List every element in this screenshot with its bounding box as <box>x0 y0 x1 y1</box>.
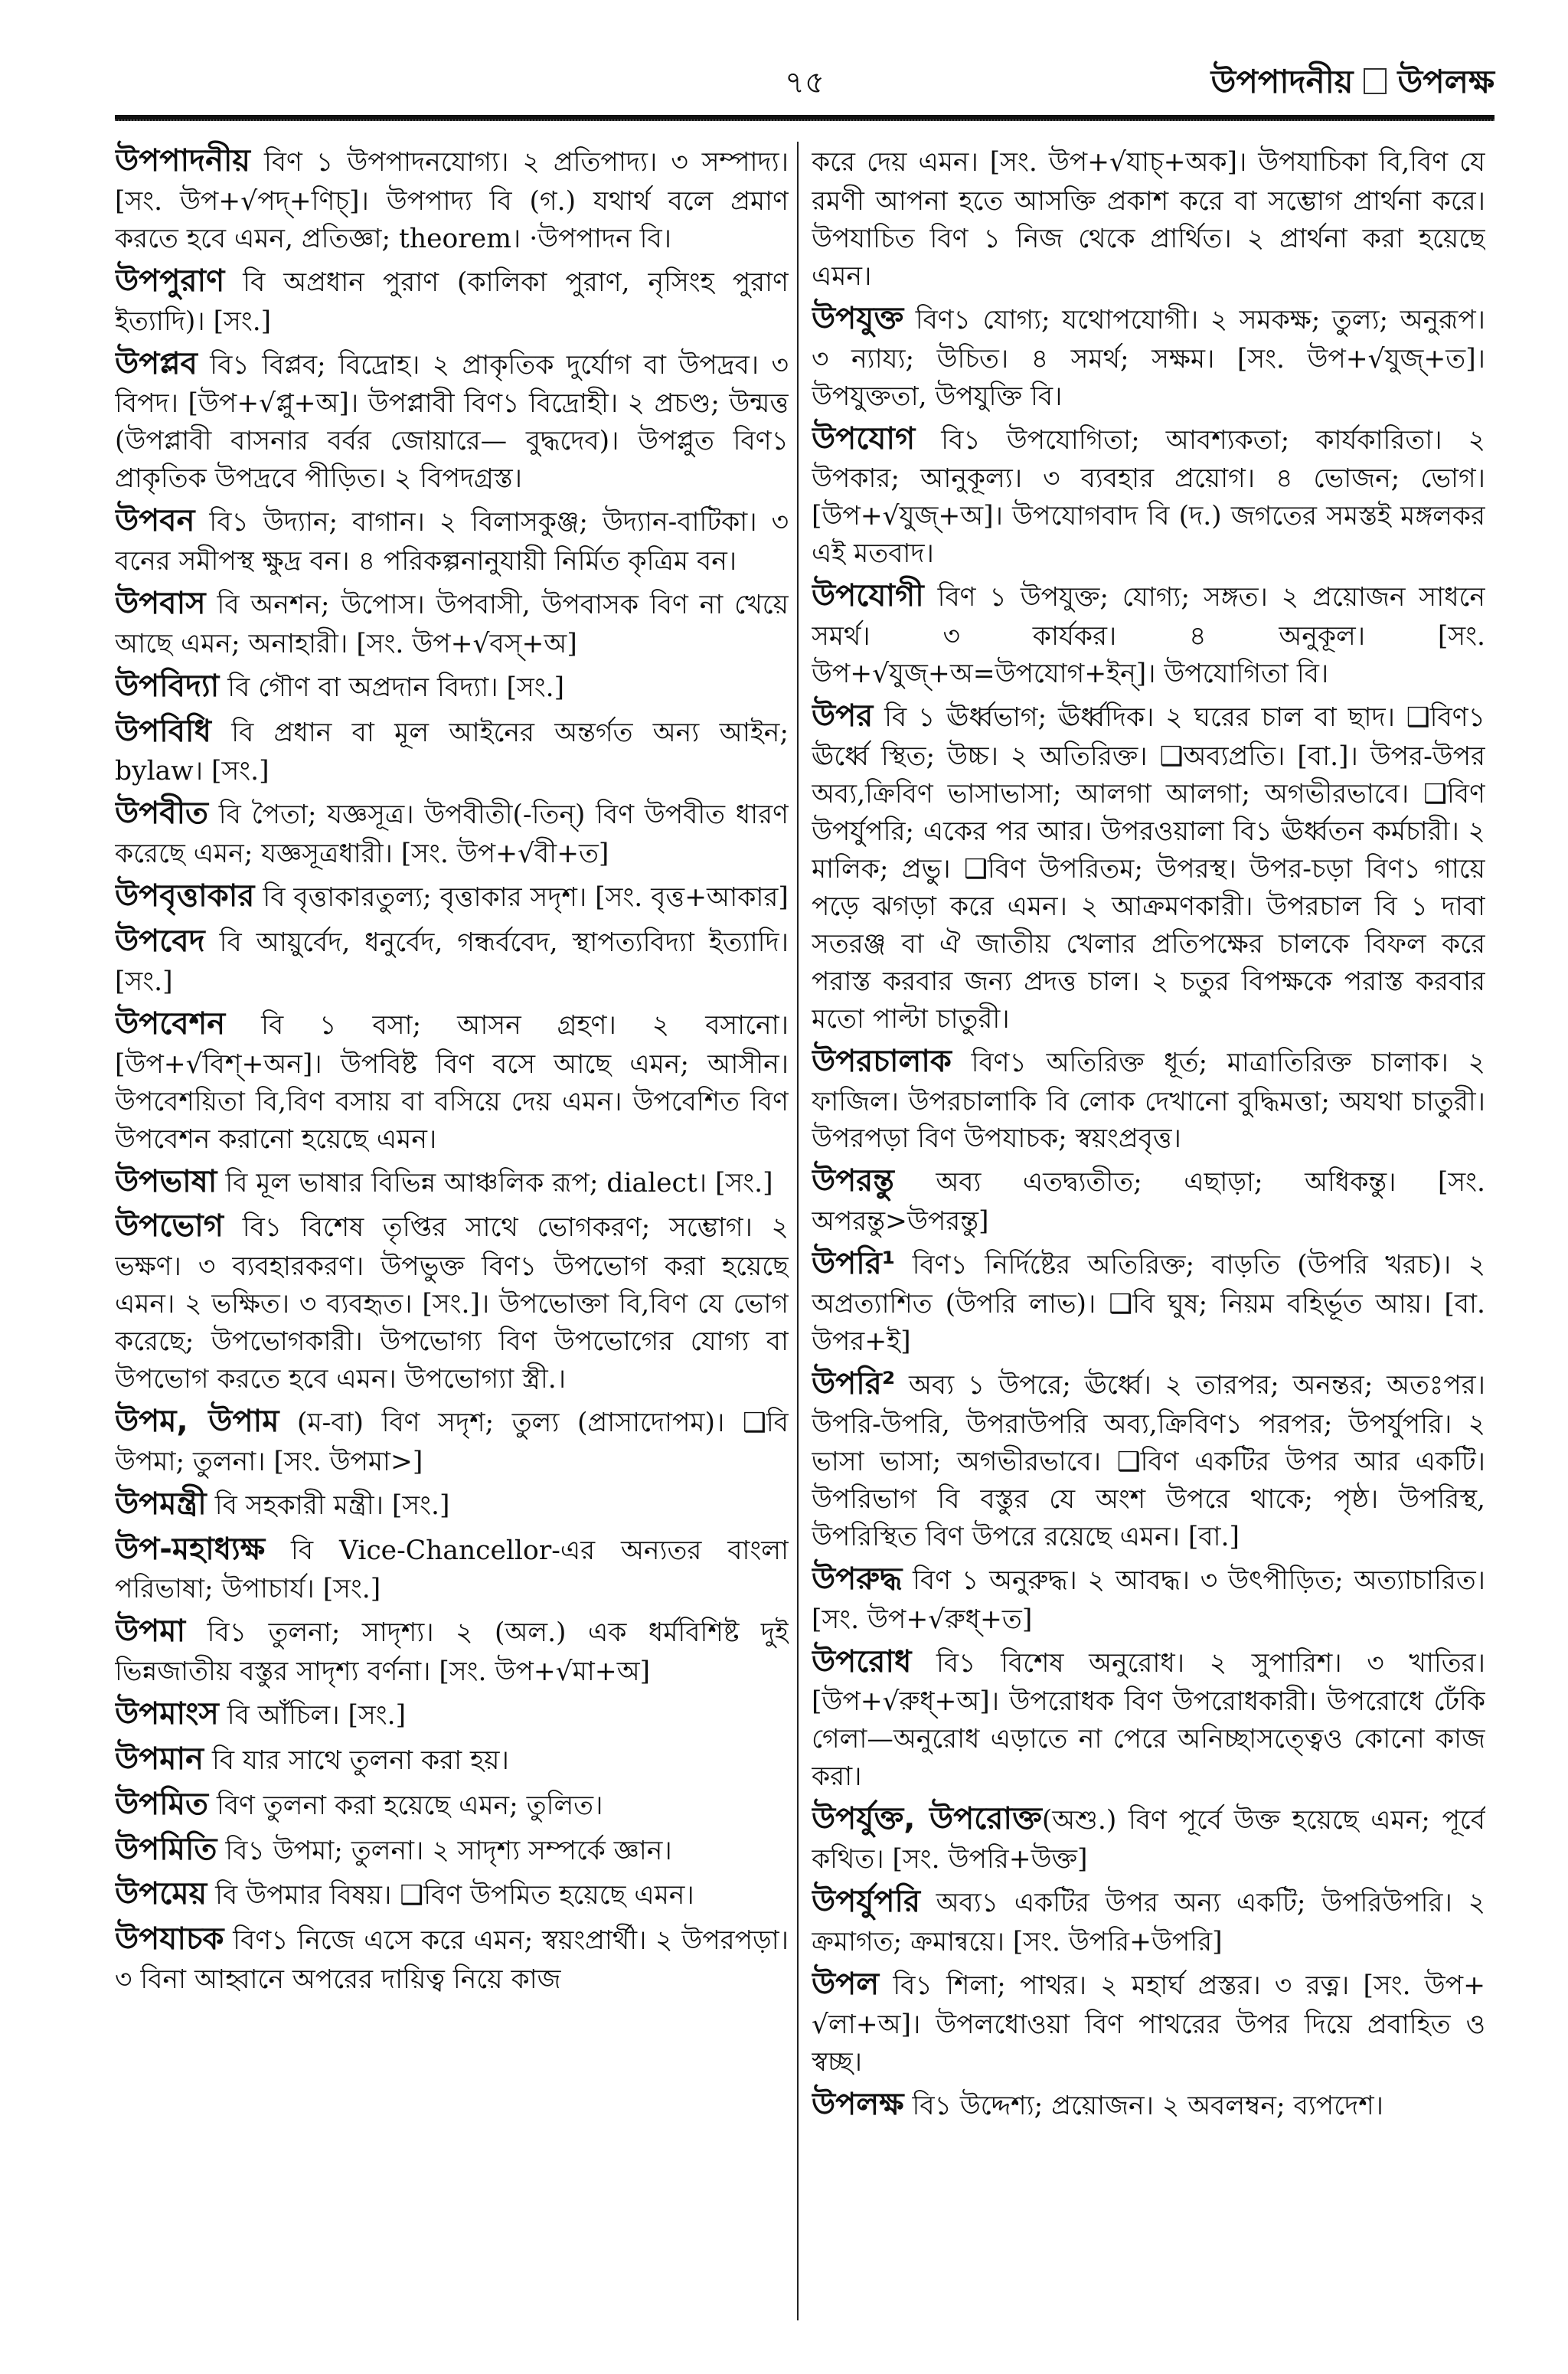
guide-word-first: উপপাদনীয় <box>1210 63 1354 100</box>
dictionary-entry <box>115 1738 789 1781</box>
entry-definition: বি১ উদ্যান; বাগান। ২ বিলাসকুঞ্জ; উদ্যান-বাটিকা। ৩ বনের সমীপস্থ ক্ষুদ্র বন। ৪ পরিকল্পনানুযায়ী নির্মিত কৃত্রিম বন। <box>115 507 789 577</box>
dictionary-entry <box>812 1640 1485 1797</box>
dictionary-entry <box>115 1002 789 1159</box>
entry-headword: উপরন্তু <box>812 1163 894 1199</box>
dictionary-entry <box>812 417 1485 574</box>
entry-definition: বিণ১ যোগ্য; যথোপযোগী। ২ সমকক্ষ; তুল্য; অনুরূপ। ৩ ন্যায্য; উচিত। ৪ সমর্থ; সক্ষম। [সং. উপ+√যুজ্+ত]। উপযুক্ততা, উপযুক্তি বি। <box>812 304 1485 412</box>
entry-headword: উপমন্ত্রী <box>115 1486 207 1522</box>
dictionary-entry <box>115 499 789 580</box>
dictionary-entry <box>812 1558 1485 1639</box>
entry-definition: বি১ উপযোগিতা; আবশ্যকতা; কার্যকারিতা। ২ উপকার; আনুকূল্য। ৩ ব্যবহার প্রয়োগ। ৪ ভোজন; ভোগ। [উপ+√যুজ্+অ]। উপযোগবাদ বি (দ.) জগতের সমস্তই মঙ্গলকর এই মতবাদ। <box>812 424 1485 570</box>
right-column <box>812 139 1485 2328</box>
entry-headword: উপপ্লব <box>115 345 198 381</box>
guide-words <box>1211 57 1494 111</box>
entry-definition: বি১ উপমা; তুলনা। ২ সাদৃশ্য সম্পর্কে জ্ঞান। <box>217 1835 672 1866</box>
entry-headword: উপবেদ <box>115 924 205 960</box>
entry-headword: উপর্যুপরি <box>812 1884 920 1920</box>
entry-headword: উপমাংস <box>115 1696 219 1732</box>
entry-definition: বি১ উদ্দেশ্য; প্রয়োজন। ২ অবলম্বন; ব্যপদেশ। <box>903 2090 1383 2121</box>
dictionary-entry <box>115 1692 789 1736</box>
entry-definition: বিণ তুলনা করা হয়েছে এমন; তুলিত। <box>207 1790 603 1821</box>
entry-headword: উপরচালাক <box>812 1043 952 1079</box>
entry-definition: বি গৌণ বা অপ্রদান বিদ্যা। [সং.] <box>219 672 565 703</box>
entry-definition: বি১ তুলনা; সাদৃশ্য। ২ (অল.) এক ধর্মবিশিষ্ট দুই ভিন্নজাতীয় বস্তুর সাদৃশ্য বর্ণনা। [সং. উপ+√মা+অ] <box>115 1617 789 1688</box>
entry-headword: উপমা <box>115 1614 186 1650</box>
entry-headword: উপবীত <box>115 796 209 832</box>
entry-definition: বি১ শিলা; পাথর। ২ মহার্ঘ প্রস্তর। ৩ রত্ন। [সং. উপ+ √লা+অ]। উপলধোওয়া বিণ পাথরের উপর দিয়ে প্রবাহিত ও স্বচ্ছ। <box>812 1970 1485 2078</box>
entry-definition: বিণ ১ উপপাদনযোগ্য। ২ প্রতিপাদ্য। ৩ সম্পাদ্য। [সং. উপ+√পদ্+ণিচ্]। উপপাদ্য বি (গ.) যথার্থ বলে প্রমাণ করতে হবে এমন, প্রতিজ্ঞা; theorem। ·উপপাদন বি। <box>115 147 789 254</box>
entry-headword: উপভাষা <box>115 1163 217 1199</box>
dictionary-entry <box>115 582 789 663</box>
entry-definition: বি অপ্রধান পুরাণ (কালিকা পুরাণ, নৃসিংহ পুরাণ ইত্যাদি)। [সং.] <box>115 267 789 337</box>
entry-definition: (অশু.) বিণ পূর্বে উক্ত হয়েছে এমন; পূর্বে কথিত। [সং. উপরি+উক্ত] <box>812 1805 1485 1875</box>
entry-headword: উপর্যুক্ত, উপরোক্ত <box>812 1801 1042 1837</box>
entry-definition: বিণ১ নিজে এসে করে এমন; স্বয়ংপ্রার্থী। ২ উপরপড়া। ৩ বিনা আহ্বানে অপরের দায়িত্ব নিয়ে কাজ <box>115 1925 789 1995</box>
entry-headword: উপভোগ <box>115 1208 224 1244</box>
entry-headword: উপবৃত্তাকার <box>115 878 255 914</box>
entry-definition: বিণ ১ উপযুক্ত; যোগ্য; সঙ্গত। ২ প্রয়োজন সাধনে সমর্থ। ৩ কার্যকর। ৪ অনুকূল। [সং. উপ+√যুজ্+অ=উপযোগ+ইন্]। উপযোগিতা বি। <box>812 582 1485 690</box>
entry-headword: উপমিত <box>115 1786 208 1822</box>
dictionary-entry <box>115 1483 789 1526</box>
entry-definition: বিণ১ অতিরিক্ত ধূর্ত; মাত্রাতিরিক্ত চালাক। ২ ফাজিল। উপরচালাকি বি লোক দেখানো বুদ্ধিমত্তা; অযথা চাতুরী। উপরপড়া বিণ উপযাচক; স্বয়ংপ্রবৃত্ত। <box>812 1047 1485 1155</box>
dictionary-entry <box>115 1160 789 1204</box>
entry-headword: উপবন <box>115 503 195 539</box>
entry-definition: বি যার সাথে তুলনা করা হয়। <box>204 1745 509 1777</box>
entry-headword: উপল <box>812 1966 880 2002</box>
dictionary-entry <box>115 1918 789 1999</box>
dictionary-entry <box>812 1797 1485 1879</box>
dictionary-entry <box>115 1205 789 1398</box>
column-divider <box>797 142 799 2320</box>
dictionary-entry <box>115 342 789 499</box>
entry-definition: অব্য এতদ্ব্যতীত; এছাড়া; অধিকন্তু। [সং. অপরন্তু>উপরন্তু] <box>812 1167 1485 1238</box>
dictionary-entry <box>115 1783 789 1826</box>
entry-definition: বি Vice-Chancellor-এর অন্যতর বাংলা পরিভাষা; উপাচার্য। [সং.] <box>115 1535 789 1605</box>
entry-headword: উপম, উপাম <box>115 1404 279 1440</box>
entry-definition: বি১ বিশেষ তৃপ্তির সাথে ভোগকরণ; সম্ভোগ। ২ ভক্ষণ। ৩ ব্যবহারকরণ। উপভুক্ত বিণ১ উপভোগ করা হয়েছে এমন। ২ ভক্ষিত। ৩ ব্যবহৃত। [সং.]। উপভোক্তা বি,বিণ যে ভোগ করেছে; উপভোগকারী। উপভোগ্য বিণ উপভোগের যোগ্য বা উপভোগ করতে হবে এমন। উপভোগ্যা স্ত্রী.। <box>115 1212 789 1395</box>
entry-definition: বি১ বিশেষ অনুরোধ। ২ সুপারিশ। ৩ খাতির। [উপ+√রুধ্+অ]। উপরোধক বিণ উপরোধকারী। উপরোধে ঢেঁকি গেলা—অনুরোধ এড়াতে না পেরে অনিচ্ছাসত্ত্বেও কোনো কাজ করা। <box>812 1647 1485 1793</box>
entry-headword: উপরুদ্ধ <box>812 1561 903 1597</box>
dictionary-entry <box>812 1880 1485 1961</box>
dictionary-entry <box>115 1400 789 1481</box>
guide-separator-box <box>1364 68 1387 94</box>
dictionary-entry <box>115 792 789 873</box>
entry-headword: উপবিধি <box>115 713 211 749</box>
dictionary-entry <box>812 1159 1485 1241</box>
dictionary-entry <box>812 297 1485 416</box>
entry-headword: উপমেয় <box>115 1876 207 1912</box>
entry-headword: উপযোগী <box>812 578 924 614</box>
page-number: ৭৫ <box>785 65 825 100</box>
entry-definition: বি ১ বসা; আসন গ্রহণ। ২ বসানো। [উপ+√বিশ্+অন]। উপবিষ্ট বিণ বসে আছে এমন; আসীন। উপবেশয়িতা বি,বিণ বসায় বা বসিয়ে দেয় এমন। উপবেশিত বিণ উপবেশন করানো হয়েছে এমন। <box>115 1009 789 1155</box>
entry-headword: উপর <box>812 698 874 734</box>
entry-headword: উপবিদ্যা <box>115 668 220 704</box>
entry-definition: বি উপমার বিষয়। ❑বিণ উপমিত হয়েছে এমন। <box>207 1880 694 1911</box>
entry-headword: উপমিতি <box>115 1831 217 1867</box>
dictionary-entry <box>115 139 789 258</box>
guide-word-last: উপলক্ষ <box>1397 63 1494 100</box>
entry-definition: বি আঁচিল। [সং.] <box>218 1700 407 1731</box>
dictionary-entry <box>812 695 1485 1038</box>
left-column <box>115 139 789 2328</box>
dictionary-entry <box>115 710 789 791</box>
dictionary-entry <box>812 1040 1485 1159</box>
dictionary-entry <box>115 875 789 918</box>
entry-headword: উপরি¹ <box>812 1246 896 1282</box>
dictionary-entry <box>812 1362 1485 1556</box>
entry-definition: করে দেয় এমন। [সং. উপ+√যাচ্+অক]। উপযাচিকা বি,বিণ যে রমণী আপনা হতে আসক্তি প্রকাশ করে বা সম্ভোগ প্রার্থনা করে। উপযাচিত বিণ ১ নিজ থেকে প্রার্থিত। ২ প্রার্থনা করা হয়েছে এমন। <box>812 147 1485 292</box>
entry-definition: (ম-বা) বিণ সদৃশ; তুল্য (প্রাসাদোপম)। ❑বি উপমা; তুলনা। [সং. উপমা>] <box>115 1408 789 1477</box>
dictionary-entry <box>812 1963 1485 2081</box>
entry-headword: উপমান <box>115 1741 204 1777</box>
entry-definition: বি সহকারী মন্ত্রী। [সং.] <box>206 1489 450 1521</box>
entry-headword: উপবেশন <box>115 1006 226 1041</box>
entry-definition: বি১ বিপ্লব; বিদ্রোহ। ২ প্রাকৃতিক দুর্যোগ বা উপদ্রব। ৩ বিপদ। [উপ+√প্লু+অ]। উপপ্লাবী বিণ১ বিদ্রোহী। ২ প্রচণ্ড; উন্মত্ত (উপপ্লাবী বাসনার বর্বর জোয়ারে— বুদ্ধদেব)। উপপ্লুত বিণ১ প্রাকৃতিক উপদ্রবে পীড়িত। ২ বিপদগ্রস্ত। <box>115 349 789 495</box>
entry-headword: উপযাচক <box>115 1921 224 1957</box>
dictionary-entry <box>812 1242 1485 1361</box>
entry-headword: উপযুক্ত <box>812 300 904 336</box>
entry-headword: উপপাদনীয় <box>115 143 250 178</box>
dictionary-entry <box>115 1528 789 1609</box>
entry-definition: বি ১ ঊর্ধ্বভাগ; ঊর্ধ্বদিক। ২ ঘরের চাল বা ছাদ। ❑বিণ১ ঊর্ধ্বে স্থিত; উচ্চ। ২ অতিরিক্ত। ❑অব্যপ্রতি। [বা.]। উপর-উপর অব্য,ক্রিবিণ ভাসাভাসা; আলগা আলগা; অগভীরভাবে। ❑বিণ উপর্যুপরি; একের পর আর। উপরওয়ালা বি১ ঊর্ধ্বতন কর্মচারী। ২ মালিক; প্রভু। ❑বিণ উপরিতম; উপরস্থ। উপর-চড়া বিণ১ গায়ে পড়ে ঝগড়া করে এমন। ২ আক্রমণকারী। উপরচাল বি ১ দাবা সতরঞ্জ বা ঐ জাতীয় খেলার প্রতিপক্ষের চালকে বিফল করে পরাস্ত করবার জন্য প্রদত্ত চাল। ২ চতুর বিপক্ষকে পরাস্ত করবার মতো পাল্টা চাতুরী। <box>812 702 1485 1035</box>
entry-definition: বি বৃত্তাকারতুল্য; বৃত্তাকার সদৃশ। [সং. বৃত্ত+আকার] <box>254 882 789 914</box>
dictionary-entry <box>115 260 789 341</box>
dictionary-entry <box>812 574 1485 693</box>
entry-headword: উপরি² <box>812 1366 896 1402</box>
header-rule <box>115 115 1494 121</box>
entry-headword: উপপুরাণ <box>115 263 225 299</box>
dictionary-entry <box>115 1872 789 1916</box>
entry-headword: উপরোধ <box>812 1643 912 1679</box>
dictionary-entry <box>812 2083 1485 2127</box>
dictionary-entry <box>115 1610 789 1691</box>
entry-headword: উপযোগ <box>812 420 916 456</box>
dictionary-entry <box>115 665 789 708</box>
entry-headword: উপবাস <box>115 586 206 622</box>
entry-headword: উপলক্ষ <box>812 2086 904 2122</box>
entry-headword: উপ-মহাধ্যক্ষ <box>115 1531 266 1567</box>
entry-definition: বিণ ১ অনুরুদ্ধ। ২ আবদ্ধ। ৩ উৎপীড়িত; অত্যাচারিত। [সং. উপ+√রুধ্+ত] <box>812 1565 1485 1635</box>
entry-definition: বি মূল ভাষার বিভিন্ন আঞ্চলিক রূপ; dialect। [সং.] <box>217 1167 773 1198</box>
entry-definition: বি অনশন; উপোস। উপবাসী, উপবাসক বিণ না খেয়ে আছে এমন; অনাহারী। [সং. উপ+√বস্+অ] <box>115 590 789 659</box>
entry-definition: বি প্রধান বা মূল আইনের অন্তর্গত অন্য আইন; bylaw। [সং.] <box>115 717 789 787</box>
entry-definition: বি পৈতা; যজ্ঞসূত্র। উপবীতী(-তিন্) বিণ উপবীত ধারণ করেছে এমন; যজ্ঞসূত্রধারী। [সং. উপ+√বী+ত] <box>115 800 789 870</box>
entry-definition: অব্য১ একটির উপর অন্য একটি; উপরিউপরি। ২ ক্রমাগত; ক্রমান্বয়ে। [সং. উপরি+উপরি] <box>812 1888 1485 1957</box>
entry-definition: অব্য ১ উপরে; ঊর্ধ্বে। ২ তারপর; অনন্তর; অতঃপর। উপরি-উপরি, উপরাউপরি অব্য,ক্রিবিণ১ পরপর; উপর্যুপরি। ২ ভাসা ভাসা; অগভীরভাবে। ❑বিণ একটির উপর আর একটি। উপরিভাগ বি বস্তুর যে অংশ উপরে থাকে; পৃষ্ঠ। উপরিস্থ, উপরিস্থিত বিণ উপরে রয়েছে এমন। [বা.] <box>812 1370 1485 1552</box>
page-header <box>115 52 1494 113</box>
dictionary-entry <box>812 139 1485 296</box>
dictionary-entry <box>115 1828 789 1872</box>
dictionary-entry <box>115 920 789 1001</box>
entry-definition: বিণ১ নির্দিষ্টের অতিরিক্ত; বাড়তি (উপরি খরচ)। ২ অপ্রত্যাশিত (উপরি লাভ)। ❑বি ঘুষ; নিয়ম বহির্ভূত আয়। [বা. উপর+ই] <box>812 1250 1485 1358</box>
entry-definition: বি আয়ুর্বেদ, ধনুর্বেদ, গন্ধর্ববেদ, স্থাপত্যবিদ্যা ইত্যাদি। [সং.] <box>115 927 789 997</box>
